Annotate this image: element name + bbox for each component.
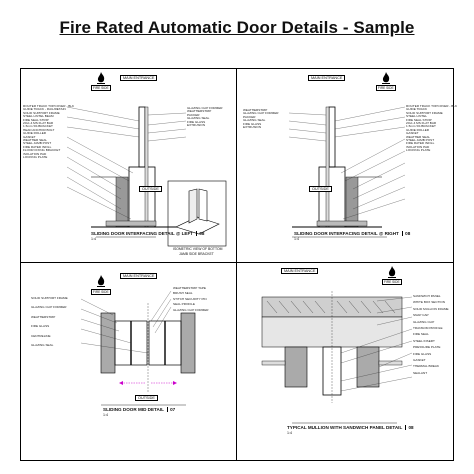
label-left: CENTRELINE: [31, 333, 51, 338]
iso-caption-line-2: JAMB SIDE BRACKET: [179, 252, 214, 256]
label-left: STEEL JAMB POST: [23, 141, 52, 146]
right-labels: [187, 107, 223, 127]
label-right: LOCKING PLATE: [406, 148, 431, 153]
detail-title: [287, 425, 414, 430]
detail-title: [294, 231, 410, 236]
label-right: GASKET: [406, 131, 419, 136]
hatched-jamb: [116, 177, 128, 227]
label-left: FIRE SEAL STRIP: [23, 117, 49, 122]
leader-right-2: [148, 121, 186, 125]
label-left: WEATHER SEAL: [23, 138, 48, 143]
fire-side-label: FIRE SIDE: [378, 86, 394, 90]
label-right: GUIDE ROLLER: [406, 127, 430, 132]
label-right: GUIDE TRACK: [406, 107, 428, 112]
frame-section-upper: [329, 107, 335, 167]
main-entrance-tag: MAIN ENTRANCE: [281, 268, 318, 274]
main-entrance-tag: MAIN ENTRANCE: [308, 75, 345, 81]
jamb-right: [181, 313, 195, 373]
label-left: WEATHERSTRIP: [31, 314, 56, 319]
detail-scale: 1:4: [287, 431, 292, 435]
label-right: STEEL JAMB POST: [406, 138, 435, 143]
leader-left-7: [67, 167, 121, 199]
label-right: SOLID SUPPORT FRAME: [406, 110, 443, 115]
fire-side-label: FIRE SIDE: [384, 280, 400, 284]
main-entrance-tag: MAIN ENTRANCE: [120, 273, 157, 279]
detail-title-text: SLIDING DOOR INTERFACING DETAIL @ RIGHT: [294, 231, 399, 236]
detail-panel-bottom-right: [237, 263, 453, 460]
hatched-floor: [317, 221, 367, 226]
label-right: FIRE SEAL STRIP: [406, 117, 432, 122]
label-left: ROUTER TRACK TOPCOVER - BLK: [23, 104, 75, 108]
leader-right-1: [148, 113, 186, 115]
glass-right: [379, 361, 402, 365]
label-right: SOLID MULLION FRAME: [413, 306, 449, 311]
label-center: GLAZING CLIP FORMER: [173, 307, 209, 312]
label-right: TRANSOM PROFILE: [413, 326, 443, 331]
label-left: EXTRUSION: [243, 125, 262, 130]
fire-side-label: FIRE SIDE: [93, 290, 109, 294]
label-right: WEATHERSTRIP: [187, 109, 212, 114]
leader-center-1: [151, 291, 171, 321]
label-left: GASKET: [23, 134, 36, 139]
label-right: WHITE BOX SECTION: [413, 300, 445, 305]
detail-panel-bottom-left: [21, 263, 236, 460]
main-entrance-tag: MAIN ENTRANCE: [120, 75, 157, 81]
mullion-right: [357, 347, 379, 387]
frame-section-lower: [319, 167, 345, 227]
detail-scale: 1:4: [103, 413, 108, 417]
center-labels: [173, 287, 209, 314]
label-left: GLAZING CLIP FORMER: [31, 305, 67, 310]
label-right: GLAZING SEAL: [187, 116, 210, 121]
detail-panel-top-right: [237, 69, 458, 262]
arrowhead-left: [119, 381, 123, 385]
label-right: ISOLATION PAD: [406, 144, 430, 149]
left-labels: [23, 105, 74, 160]
label-right: EXTRUSION: [187, 123, 206, 128]
detail-number: 08: [405, 425, 413, 430]
page-title: Fire Rated Automatic Door Details - Sample: [59, 18, 415, 37]
detail-title: [91, 231, 204, 236]
fire-icon: [96, 275, 106, 287]
label-left: GUIDE ROLLER: [23, 131, 47, 136]
fire-icon: [96, 72, 106, 84]
fire-icon: [387, 266, 397, 278]
leader-left-2: [289, 121, 326, 125]
arrowhead-right: [173, 381, 177, 385]
jamb-left: [101, 313, 115, 373]
label-right: STEEL LINTEL: [406, 114, 428, 119]
outside-tag: OUTSIDE: [135, 395, 158, 401]
label-right: GLAZING CLIP: [413, 319, 435, 324]
frame-section-upper: [139, 107, 145, 167]
leader-left-4: [289, 137, 326, 141]
label-right: SANDWICH PANEL: [413, 294, 441, 298]
label-right: STEEL INSERT: [413, 338, 435, 343]
right-labels: [406, 105, 457, 153]
label-left: 1.5mm SS BRACKET: [23, 124, 53, 129]
leader-left-5: [67, 147, 129, 181]
label-left: 20x1.4 MS FLAT BAR: [23, 121, 54, 126]
right-labels: [413, 295, 449, 378]
label-left: GLAZING SEAL: [31, 343, 54, 348]
detail-number: 08: [196, 231, 204, 236]
label-left: SOLID SUPPORT FRAME: [23, 110, 60, 115]
leader-right-3: [335, 127, 405, 137]
label-left: GLAZING CLIP FORMER: [243, 111, 279, 116]
leader-right-7: [353, 175, 405, 199]
label-right: ROUTER TRACK TOPCOVER - BLK: [406, 104, 458, 108]
hatched-jamb: [346, 177, 358, 227]
frame-section-lower: [129, 167, 155, 227]
label-left: GLAZING SEAL: [243, 118, 266, 123]
label-left: STEEL LINTEL BEAM: [23, 114, 54, 119]
iso-bracket-plate-a: [189, 189, 197, 223]
fire-side-label: FIRE SIDE: [93, 86, 109, 90]
iso-bracket-plate-b: [199, 189, 207, 221]
leader-right-3: [148, 129, 186, 133]
label-left: FIRE GLASS: [31, 324, 50, 329]
glass-left: [262, 361, 285, 365]
leader-right-8: [353, 187, 405, 209]
label-right: THERMAL BREAK: [413, 364, 440, 369]
label-left: SOLID SUPPORT FRAME: [31, 296, 68, 300]
glass-pane: [145, 107, 148, 227]
label-right: FIRE SEAL: [413, 332, 429, 337]
leader-left-1: [289, 113, 326, 115]
detail-scale: 1:4: [294, 237, 299, 241]
outside-tag: OUTSIDE: [139, 186, 162, 192]
label-right: PRESSURE PLATE: [413, 345, 441, 350]
detail-scale: 1:4: [91, 237, 96, 241]
label-left: ISOLATION PAD: [23, 151, 47, 156]
label-center: STITCH SECURITY PIN: [173, 296, 207, 301]
label-left: FLOOR FIXING BRACKET: [23, 148, 61, 153]
label-left: HEAD ANCHOR BOLT: [23, 127, 55, 132]
label-left: FIRE RATED INFILL: [23, 144, 52, 149]
detail-number: 08: [402, 231, 410, 236]
detail-number: 07: [167, 407, 175, 412]
label-right: FIRE GLASS: [187, 119, 206, 124]
glass-pane: [326, 107, 329, 227]
leader-left-3: [289, 129, 326, 133]
label-center: BRUSH SEAL: [173, 291, 193, 296]
left-labels: [243, 109, 279, 129]
label-left: WEATHERSTRIP: [243, 108, 268, 112]
label-right: GLAZING CLIP FORMER: [187, 106, 223, 110]
label-center: SEAL PROFILE: [173, 302, 195, 307]
left-labels: [31, 297, 68, 353]
label-right: 1.5mm SS BRACKET: [406, 124, 436, 129]
detail-title: [103, 407, 175, 412]
leader-left-4: [67, 137, 133, 173]
iso-caption-line-1: ISOMETRIC VIEW OF BOTTOM: [173, 247, 223, 251]
detail-title-text: TYPICAL MULLION WITH SANDWICH PANEL DETAIL: [287, 425, 403, 430]
fire-icon: [381, 72, 391, 84]
leader-left-8: [67, 177, 121, 209]
hatched-floor: [106, 221, 156, 226]
label-right: 20x1.4 MS FLAT BAR: [406, 121, 437, 126]
leader-right-6: [353, 163, 405, 189]
label-right: GASKET: [413, 358, 426, 363]
label-left: GUIDE TRACK - RAIL/RETAIN: [23, 107, 66, 112]
leader-right-4: [148, 137, 186, 141]
mullion-left: [285, 347, 307, 387]
label-center: WEATHERSTRIP TAPE: [173, 286, 206, 290]
leader-left-3: [67, 127, 139, 137]
label-right: WEATHER SEAL: [406, 134, 431, 139]
label-left: PACKER: [243, 114, 256, 119]
label-right: PACKER: [187, 112, 200, 117]
label-right: FIRE GLASS: [413, 351, 432, 356]
label-right: SEALANT: [413, 370, 428, 375]
outside-tag: OUTSIDE: [309, 186, 332, 192]
detail-panel-top-left: [21, 69, 236, 262]
label-right: SNAP CAP: [413, 313, 429, 318]
detail-title-text: SLIDING DOOR INTERFACING DETAIL @ LEFT: [91, 231, 194, 236]
leader-left-1: [81, 299, 113, 315]
label-left: LOCKING PLATE: [23, 155, 48, 160]
detail-title-text: SLIDING DOOR MID DETAIL: [103, 407, 164, 412]
leader-center-2: [153, 299, 171, 327]
label-right: FIRE RATED INFILL: [406, 141, 435, 146]
label-left: FIRE GLASS: [243, 121, 262, 126]
